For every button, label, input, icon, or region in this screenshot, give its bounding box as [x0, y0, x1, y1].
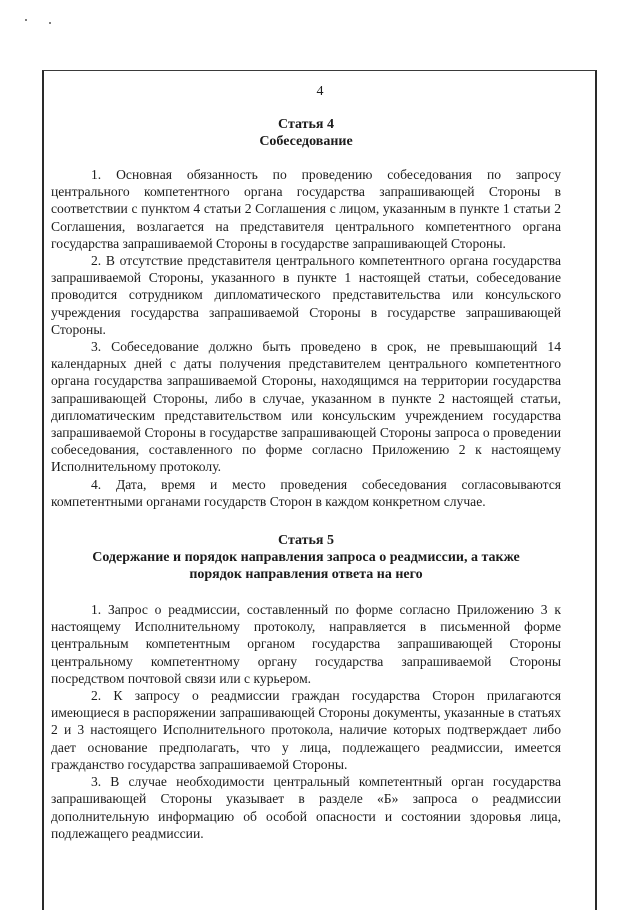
article-5 — [51, 532, 561, 842]
page-number: 4 — [316, 84, 324, 99]
article-4-paragraph-1: 1. Основная обязанность по проведению собеседования по запросу центрального компетентного органа государства запрашивающей Стороны в соответствии с пунктом 4 статьи 2 Соглашения с лицом, указанным в пункте 1 статьи 2 Соглашения, возлагается на представителя центрального компетентного органа государства запрашиваемой Стороны в государстве запрашивающей Стороны. — [51, 167, 561, 251]
article-5-subtitle-line-2: порядок направления ответа на него — [189, 567, 423, 583]
article-5-subtitle-line-1: Содержание и порядок направления запроса о реадмиссии, а также — [92, 550, 520, 566]
article-4-subtitle: Собеседование — [259, 134, 353, 149]
article-4-paragraph-3: 3. Собеседование должно быть проведено в срок, не превышающий 14 календарных дней с даты получения представителем центрального компетентного органа государства запрашиваемой Стороны, находящимся на территории государства запрашивающей Стороны, либо в случае, указанном в пункте 2 настоящей статьи, дипломатическим представительством или консульским учреждением государства запрашиваемой Стороны в государстве запрашивающей Стороны запроса о проведении собеседования, составленного по форме согласно Приложению 2 к настоящему Исполнительному протоколу. — [51, 339, 561, 475]
article-5-title: Статья 5 — [278, 533, 334, 549]
scan-speck — [25, 19, 27, 21]
article-5-paragraph-3: 3. В случае необходимости центральный компетентный орган государства запрашивающей Стороны указывает в разделе «Б» запроса о реадмиссии дополнительную информацию об особой опасности и состоянии здоровья лица, подлежащего реадмиссии. — [51, 774, 561, 841]
article-4-title: Статья 4 — [278, 117, 334, 132]
article-4 — [51, 116, 561, 510]
article-4-paragraph-2: 2. В отсутствие представителя центрального компетентного органа государства запрашиваемой Стороны, указанного в пункте 1 настоящей статьи, собеседование проводится сотрудником дипломатического представительства или консульского учреждения государства запрашиваемой Стороны в государстве запрашивающей Стороны. — [51, 253, 561, 337]
document-body — [51, 116, 561, 842]
article-4-paragraph-4: 4. Дата, время и место проведения собеседования согласовываются компетентными органами государств Сторон в каждом конкретном случае. — [51, 476, 561, 509]
article-5-paragraph-2: 2. К запросу о реадмиссии граждан государства Сторон прилагаются имеющиеся в распоряжении запрашивающей Стороны документы, указанные в статьях 2 и 3 настоящего Исполнительного протокола, наличие которых подтверждает либо дает основание предполагать, что у лица, подлежащего реадмиссии, имеется гражданство государства запрашиваемой Стороны. — [51, 688, 561, 772]
article-5-paragraph-1: 1. Запрос о реадмиссии, составленный по форме согласно Приложению 3 к настоящему Исполнительному протоколу, направляется в письменной форме центральным компетентным органом государства запрашивающей Стороны центральному компетентному органу государства запрашиваемой Стороны посредством почтовой связи или с курьером. — [51, 602, 561, 686]
scan-speck — [49, 22, 51, 24]
